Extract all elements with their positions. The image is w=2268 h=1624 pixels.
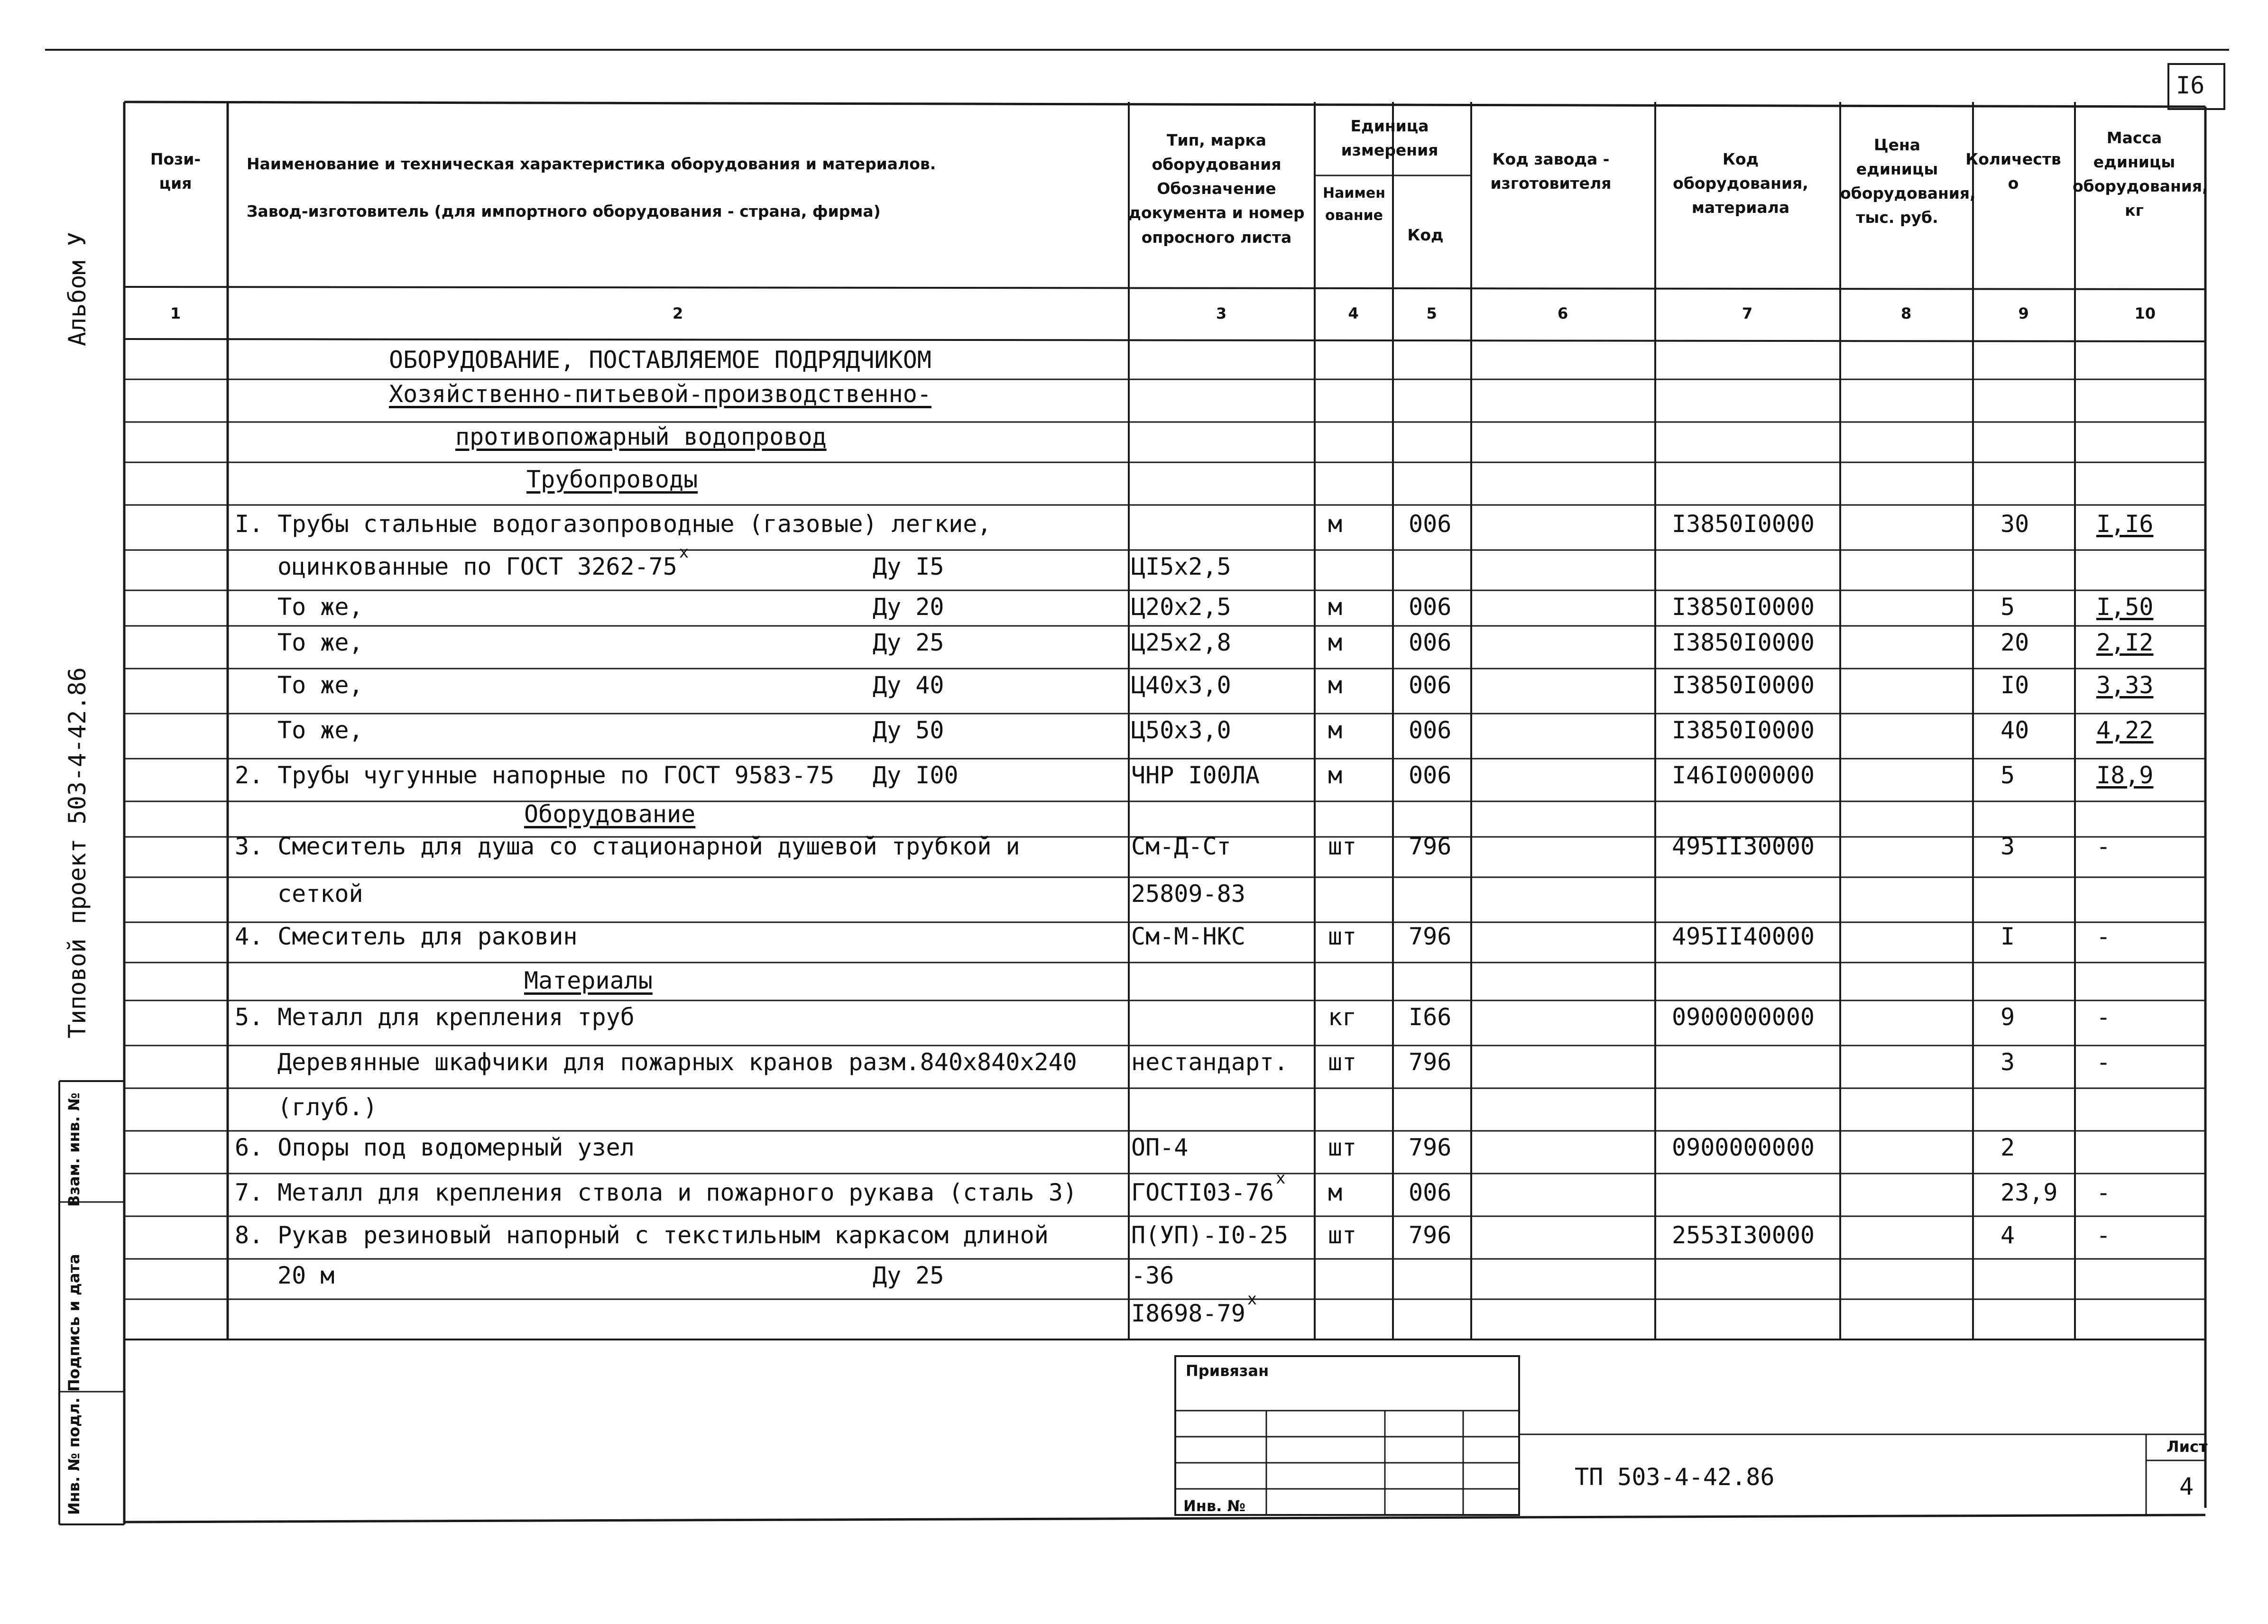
row-mass: -: [2096, 1221, 2111, 1249]
row-quantity: 4: [2001, 1221, 2015, 1249]
header-eq-code: Код оборудования, материала: [1673, 150, 1808, 217]
section-title-main: ОБОРУДОВАНИЕ, ПОСТАВЛЯЕМОЕ ПОДРЯДЧИКОМ: [389, 346, 931, 374]
row-name: 6. Опоры под водомерный узел: [235, 1134, 635, 1161]
row-unit: м: [1328, 629, 1343, 656]
stamp-vzam-inv: Взам. инв. №: [65, 1092, 83, 1207]
row-unit-code: 796: [1409, 833, 1452, 860]
row-quantity: 40: [2001, 716, 2029, 744]
section-title-sub2: противопожарный водопровод: [455, 423, 827, 450]
row-unit: м: [1328, 671, 1343, 699]
row-quantity: 9: [2001, 1003, 2015, 1031]
row-equipment-code: I3850I0000: [1672, 629, 1815, 656]
row-quantity: 2: [2001, 1134, 2015, 1161]
row-equipment-code: I3850I0000: [1672, 510, 1815, 538]
row-name: 3. Смеситель для душа со стационарной душевой трубкой и: [235, 833, 1020, 860]
row-name: 4. Смеситель для раковин: [235, 923, 578, 950]
row-nominal-diameter: Ду 25: [873, 1262, 944, 1289]
row-name: 7. Металл для крепления ствола и пожарного рукава (сталь 3): [235, 1179, 1078, 1206]
superscript-mark: x: [1276, 1169, 1286, 1188]
row-type-mark: ГОСТI03-76: [1131, 1179, 1274, 1206]
row-nominal-diameter: Ду 50: [873, 716, 944, 744]
row-name: 5. Металл для крепления труб: [235, 1003, 635, 1031]
header-price: Цена единицы оборудования, тыс. руб.: [1840, 136, 1976, 227]
row-name: оцинкованные по ГОСТ 3262-75: [277, 553, 677, 580]
row-unit-code: 796: [1409, 923, 1452, 950]
grid-line: [124, 287, 2205, 289]
row-unit: м: [1328, 510, 1343, 538]
grid-line: [124, 339, 2205, 341]
row-unit: м: [1328, 1179, 1343, 1206]
superscript-mark: x: [1247, 1290, 1257, 1309]
header-unit-name: Наименование: [1323, 185, 1385, 224]
row-unit-code: 796: [1409, 1134, 1452, 1161]
row-type-mark: ЧНР I00ЛА: [1131, 762, 1260, 789]
row-name: I. Трубы стальные водогазопроводные (газовые) легкие,: [235, 510, 992, 538]
header-unit-code: Код: [1407, 226, 1444, 244]
row-equipment-code: 495II30000: [1672, 833, 1815, 860]
row-unit-code: 006: [1409, 671, 1452, 699]
row-equipment-code: 495II40000: [1672, 923, 1815, 950]
row-unit-code: 006: [1409, 510, 1452, 538]
header-type: Тип, марка оборудования Обозначение документа и номер опросного листа: [1128, 131, 1305, 247]
row-mass: I,50: [2096, 593, 2154, 621]
stamp-sheet-label: Лист: [2167, 1438, 2208, 1456]
row-mass: -: [2096, 1048, 2111, 1076]
header-name-line2: Завод-изготовитель (для импортного оборудования - страна, фирма): [247, 202, 881, 220]
row-quantity: 5: [2001, 762, 2015, 789]
row-equipment-code: I3850I0000: [1672, 671, 1815, 699]
header-qty: Количество: [1965, 150, 2061, 193]
grid-line: [124, 1515, 2205, 1522]
row-equipment-code: I46I000000: [1672, 762, 1815, 789]
column-number: 5: [1426, 304, 1437, 322]
header-position: Пози-ция: [150, 150, 201, 193]
column-number: 8: [1901, 304, 1912, 322]
stamp-bound-label: Привязан: [1186, 1362, 1269, 1380]
row-nominal-diameter: Ду 25: [873, 629, 944, 656]
row-mass: I,I6: [2096, 510, 2154, 538]
row-mass: 4,22: [2096, 716, 2154, 744]
row-unit-code: 796: [1409, 1221, 1452, 1249]
row-name: 20 м: [277, 1262, 335, 1289]
row-type-mark: нестандарт.: [1131, 1048, 1289, 1076]
column-number: 10: [2134, 304, 2156, 322]
row-type-mark: П(УП)-I0-25: [1131, 1221, 1289, 1249]
stamp-sheet-value: 4: [2179, 1473, 2194, 1500]
row-unit: м: [1328, 593, 1343, 621]
section-title-sub1: Хозяйственно-питьевой-производственно-: [389, 380, 931, 408]
row-nominal-diameter: Ду 40: [873, 671, 944, 699]
stamp-inv-podl: Инв. № подл.: [65, 1397, 83, 1515]
row-quantity: 20: [2001, 629, 2029, 656]
row-type-mark: См-М-НКС: [1131, 923, 1245, 950]
section-title-pipes: Трубопроводы: [526, 466, 698, 493]
column-number: 2: [673, 304, 683, 322]
row-unit: шт: [1328, 1134, 1357, 1161]
row-type-mark: ЦI5х2,5: [1131, 553, 1231, 580]
row-type-mark: 25809-83: [1131, 880, 1245, 908]
row-quantity: I: [2001, 923, 2015, 950]
row-type-mark: ОП-4: [1131, 1134, 1189, 1161]
row-nominal-diameter: Ду I00: [873, 762, 959, 789]
row-unit: м: [1328, 716, 1343, 744]
grid-line: [124, 102, 2205, 107]
row-equipment-code: 2553I30000: [1672, 1221, 1815, 1249]
row-name: То же,: [277, 716, 363, 744]
row-type-mark: -36: [1131, 1262, 1174, 1289]
header-name-line1: Наименование и техническая характеристика оборудования и материалов.: [247, 155, 936, 173]
row-mass: I8,9: [2096, 762, 2154, 789]
row-name: Деревянные шкафчики для пожарных кранов разм.840х840х240: [277, 1048, 1077, 1076]
row-type-mark: См-Д-Ст: [1131, 833, 1231, 860]
project-label: Типовой проект 503-4-42.86: [64, 667, 91, 1038]
row-equipment-code: I3850I0000: [1672, 716, 1815, 744]
row-mass: -: [2096, 1003, 2111, 1031]
row-mass: -: [2096, 923, 2111, 950]
row-equipment-code: 0900000000: [1672, 1134, 1815, 1161]
section-title-materials: Материалы: [524, 967, 653, 994]
row-quantity: 23,9: [2001, 1179, 2058, 1206]
row-unit: шт: [1328, 923, 1357, 950]
row-unit: шт: [1328, 1048, 1357, 1076]
row-name: (глуб.): [277, 1093, 378, 1121]
row-type-mark: Ц50х3,0: [1131, 716, 1231, 744]
row-equipment-code: I3850I0000: [1672, 593, 1815, 621]
row-quantity: 30: [2001, 510, 2029, 538]
row-type-mark: Ц20х2,5: [1131, 593, 1231, 621]
grid-box: [1175, 1356, 1519, 1515]
superscript-mark: x: [679, 543, 689, 562]
row-unit-code: 006: [1409, 716, 1452, 744]
sheet-number: I6: [2176, 72, 2205, 99]
row-unit-code: 006: [1409, 1179, 1452, 1206]
stamp-inv-label: Инв. №: [1183, 1497, 1245, 1515]
row-quantity: 5: [2001, 593, 2015, 621]
row-mass: 2,I2: [2096, 629, 2154, 656]
row-quantity: 3: [2001, 833, 2015, 860]
column-number: 7: [1742, 304, 1753, 322]
row-type-mark: Ц25х2,8: [1131, 629, 1231, 656]
column-number: 3: [1216, 304, 1227, 322]
stamp-doc-code: ТП 503-4-42.86: [1575, 1463, 1775, 1491]
row-mass: -: [2096, 833, 2111, 860]
row-unit: кг: [1328, 1003, 1357, 1031]
header-mass: Масса единицы оборудования, кг: [2073, 128, 2208, 220]
stamp-podpis-data: Подпись и дата: [65, 1254, 83, 1392]
row-quantity: I0: [2001, 671, 2029, 699]
column-number: 1: [170, 304, 181, 322]
header-plant-code: Код завода - изготовителя: [1490, 150, 1612, 193]
section-title-equipment: Оборудование: [524, 800, 696, 828]
column-number: 4: [1348, 304, 1359, 322]
row-type-mark: I8698-79: [1131, 1300, 1245, 1327]
column-number: 6: [1558, 304, 1568, 322]
row-name: То же,: [277, 629, 363, 656]
row-quantity: 3: [2001, 1048, 2015, 1076]
row-name: То же,: [277, 671, 363, 699]
row-unit-code: 006: [1409, 629, 1452, 656]
row-name: То же,: [277, 593, 363, 621]
row-mass: 3,33: [2096, 671, 2154, 699]
row-unit: шт: [1328, 1221, 1357, 1249]
row-nominal-diameter: Ду 20: [873, 593, 944, 621]
row-unit-code: 006: [1409, 593, 1452, 621]
row-name: сеткой: [277, 880, 363, 908]
row-unit: шт: [1328, 833, 1357, 860]
row-equipment-code: 0900000000: [1672, 1003, 1815, 1031]
row-name: 8. Рукав резиновый напорный с текстильным каркасом длиной: [235, 1221, 1049, 1249]
row-type-mark: Ц40х3,0: [1131, 671, 1231, 699]
row-mass: -: [2096, 1179, 2111, 1206]
row-unit-code: 796: [1409, 1048, 1452, 1076]
row-unit-code: 006: [1409, 762, 1452, 789]
header-unit: Единица измерения: [1341, 117, 1438, 160]
row-unit: м: [1328, 762, 1343, 789]
row-nominal-diameter: Ду I5: [873, 553, 944, 580]
row-name: 2. Трубы чугунные напорные по ГОСТ 9583-75: [235, 762, 835, 789]
row-unit-code: I66: [1409, 1003, 1452, 1031]
album-label: Альбом У: [64, 232, 91, 346]
column-number: 9: [2018, 304, 2029, 322]
